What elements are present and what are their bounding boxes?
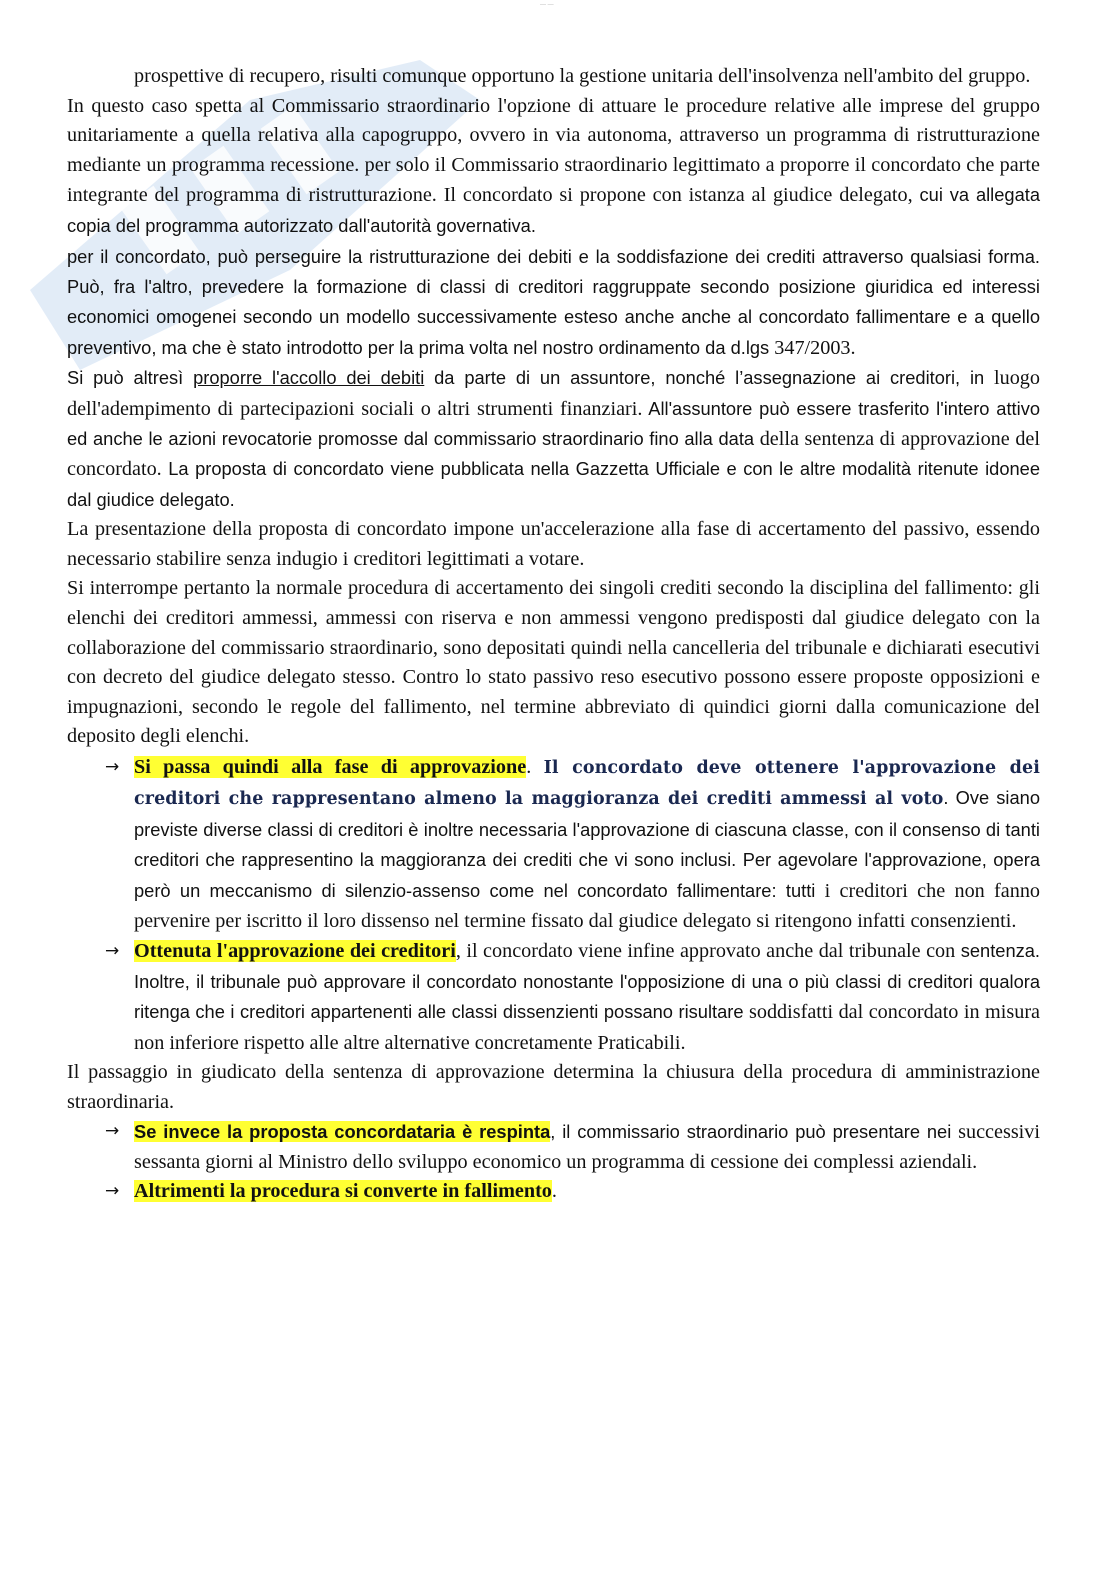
paragraph-interruzione: Si interrompe pertanto la normale procedura di accertamento dei singoli crediti secondo la disciplina del fallimento: gli elenchi dei creditori ammessi, ammessi con riserva e non ammessi vengono predisposti dal giudice delegato con la collaborazione del commissario straordinario, sono depositati quindi nella cancelleria del tribunale e dichiarati esecutivi con decreto del giudice delegato stesso. Contro lo stato passivo reso esecutivo possono essere proposte opposizioni e impugnazioni, secondo le regole del fallimento, nel termine abbreviato di quindici giorni dalla comunicazione del deposito degli elenchi. [67, 577, 1040, 748]
paragraph-accollo: Si può altresì proporre l'accollo dei debiti da parte di un assuntore, nonché l’assegnazione ai creditori, in luogo dell'adempimento di partecipazioni sociali o altri strumenti finanziari. All'assuntore può essere trasferito l'intero attivo ed anche le azioni revocatorie promosse dal commissario straordinario fino alla data della sentenza di approvazione del concordato. La proposta di concordato viene pubblicata nella Gazzetta Ufficiale e con le altre modalità ritenute idonee dal giudice delegato. [67, 367, 1041, 510]
paragraph-giudicato: Il passaggio in giudicato della sentenza di approvazione determina la chiusura della procedura di amministrazione straordinaria. [67, 1061, 1040, 1113]
bullet-respinta: → Se invece la proposta concordataria è respinta, il commissario straordinario può presentare nei successivi sessanta giorni al Ministro dello sviluppo economico un programma di cessione dei complessi aziendali. [67, 1117, 1040, 1177]
header-mark: — — [540, 2, 554, 8]
bullet-altrimenti: → Altrimenti la procedura si converte in fallimento. [67, 1177, 1040, 1207]
bullet-ottenuta: → Ottenuta l'approvazione dei creditori, il concordato viene infine approvato anche dal tribunale con sentenza. Inoltre, il tribunale può approvare il concordato nonostante l'opposizione di una o più classi di creditori qualora ritenga che i creditori appartenenti alle classi dissenzienti possano risultare soddisfatti dal concordato in misura non inferiore rispetto alle altre alternative concretamente Praticabili. [67, 936, 1040, 1058]
document-page [67, 62, 1040, 1207]
bold-emphasis: Il concordato deve ottenere l'approvazione dei creditori che rappresentano almeno la maggioranza dei crediti ammessi al voto [134, 757, 1040, 810]
arrow-icon: → [105, 1121, 120, 1142]
highlight-text: Ottenuta l'approvazione dei creditori [134, 940, 456, 963]
highlight-text: Altrimenti la procedura si converte in fallimento [134, 1180, 552, 1203]
highlight-text: Si passa quindi alla fase di approvazione [134, 755, 527, 778]
paragraph-concordato: per il concordato, può perseguire la ristrutturazione dei debiti e la soddisfazione dei crediti attraverso qualsiasi forma. Può, fra l'altro, prevedere la formazione di classi di creditori raggruppate secondo posizione giuridica ed interessi economici omogenei secondo un modello successivamente esteso anche anche al concordato fallimentare e a quello preventivo, ma che è stato introdotto per la prima volta nel nostro ordinamento da d.lgs 347/2003. [67, 245, 1040, 359]
highlight-text: Se invece la proposta concordataria è respinta [134, 1121, 551, 1143]
bullet-approvazione: → Si passa quindi alla fase di approvazione. Il concordato deve ottenere l'approvazione dei creditori che rappresentano almeno la maggioranza dei crediti ammessi al voto. Ove siano previste diverse classi di creditori è inoltre necessaria l'approvazione di ciascuna classe, con il consenso di tanti creditori che rappresentino la maggioranza dei crediti che vi sono inclusi. Per agevolare l'approvazione, opera però un meccanismo di silenzio-assenso come nel concordato fallimentare: tutti i creditori che non fanno pervenire per iscritto il loro dissenso nel termine fissato dal giudice delegato si ritengono infatti consenzienti. [67, 752, 1040, 936]
arrow-icon: → [105, 1181, 120, 1202]
arrow-icon: → [105, 756, 120, 777]
underlined-phrase: proporre l'accollo dei debiti [193, 367, 425, 389]
paragraph-intro: prospettive di recupero, risulti comunque opportuno la gestione unitaria dell'insolvenza nell'ambito del gruppo. [134, 65, 1031, 87]
paragraph-commissario: In questo caso spetta al Commissario straordinario l'opzione di attuare le procedure relative alle imprese del gruppo unitariamente a quella relativa alla capogruppo, ovvero in via autonoma, attraverso un programma di ristrutturazione mediante un programma recessione. per solo il Commissario straordinario legittimato a proporre il concordato che parte integrante del programma di ristrutturazione. Il concordato si propone con istanza al giudice delegato, cui va allegata copia del programma autorizzato dall'autorità governativa. [67, 94, 1040, 236]
arrow-icon: → [105, 941, 120, 962]
paragraph-presentazione: La presentazione della proposta di concordato impone un'accelerazione alla fase di accertamento del passivo, essendo necessario stabilire senza indugio i creditori legittimati a votare. [67, 518, 1040, 570]
